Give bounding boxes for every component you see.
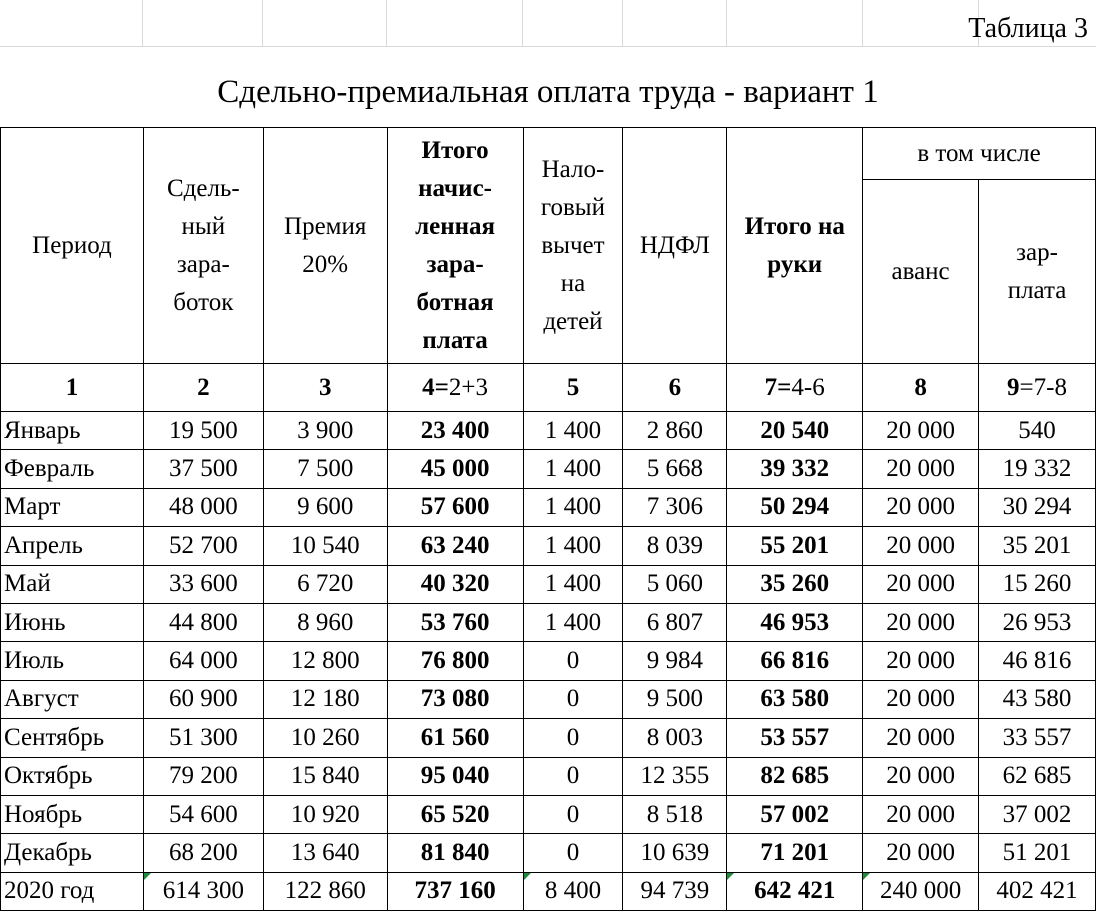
- cell-value: 57 002: [760, 800, 830, 828]
- cell-advance[interactable]: [863, 872, 979, 910]
- cell-net-pay[interactable]: [727, 834, 863, 872]
- table-row: [1, 680, 1096, 718]
- cell-tax-deduction[interactable]: [523, 872, 623, 910]
- cell-value: 20 000: [886, 647, 955, 675]
- cell-value: 1 400: [544, 570, 602, 598]
- cell-value: 240 000: [879, 877, 962, 905]
- cell-value: 81 840: [420, 838, 490, 866]
- cell-value: 95 040: [420, 762, 490, 790]
- cell-value: 63 580: [760, 685, 830, 713]
- table-row: [1, 412, 1096, 450]
- cell-total-accrued[interactable]: [387, 872, 523, 910]
- cell-value: 20 540: [760, 416, 830, 444]
- cell-period[interactable]: [1, 527, 144, 565]
- cell-period[interactable]: [1, 719, 144, 757]
- cell-value: 9 600: [297, 493, 354, 521]
- cell-advance[interactable]: [863, 795, 979, 833]
- cell-value: 73 080: [420, 685, 490, 713]
- cell-value: 20 000: [886, 570, 955, 598]
- cell-value: 8 960: [297, 608, 354, 636]
- cell-value: 1 400: [544, 416, 602, 444]
- cell-net-pay[interactable]: [727, 565, 863, 603]
- cell-ndfl[interactable]: [623, 719, 727, 757]
- cell-total-accrued[interactable]: [387, 450, 523, 488]
- cell-tax-deduction[interactable]: [523, 450, 623, 488]
- cell-net-pay[interactable]: [727, 719, 863, 757]
- cell-value: 6 720: [297, 570, 354, 598]
- cell-ndfl[interactable]: [623, 412, 727, 450]
- cell-salary[interactable]: [979, 795, 1096, 833]
- cell-tax-deduction[interactable]: [523, 795, 623, 833]
- cell-value: Февраль: [4, 455, 95, 483]
- cell-tax-deduction[interactable]: [523, 488, 623, 526]
- header-net-pay[interactable]: Итого на руки: [727, 128, 863, 364]
- cell-piece-earnings[interactable]: [143, 412, 263, 450]
- cell-period[interactable]: [1, 412, 144, 450]
- cell-salary[interactable]: [979, 642, 1096, 680]
- cell-value: 53 557: [760, 723, 830, 751]
- cell-value: Сентябрь: [4, 723, 105, 751]
- cell-value: 71 201: [760, 838, 830, 866]
- cell-net-pay[interactable]: [727, 680, 863, 718]
- cell-net-pay[interactable]: [727, 757, 863, 795]
- colnum-cell[interactable]: 8: [863, 364, 979, 412]
- cell-advance[interactable]: [863, 450, 979, 488]
- cell-period[interactable]: [1, 565, 144, 603]
- formula-warning-icon: [727, 873, 734, 880]
- cell-period[interactable]: [1, 757, 144, 795]
- cell-ndfl[interactable]: [623, 757, 727, 795]
- cell-period[interactable]: [1, 795, 144, 833]
- cell-bonus[interactable]: [263, 719, 387, 757]
- cell-net-pay[interactable]: [727, 872, 863, 910]
- cell-period[interactable]: [1, 872, 144, 910]
- cell-value: 45 000: [420, 455, 490, 483]
- cell-value: 20 000: [886, 531, 955, 559]
- cell-advance[interactable]: [863, 757, 979, 795]
- cell-total-accrued[interactable]: [387, 795, 523, 833]
- cell-value: 43 580: [1002, 685, 1072, 713]
- cell-salary[interactable]: [979, 719, 1096, 757]
- cell-salary[interactable]: [979, 834, 1096, 872]
- cell-value: 8 518: [646, 800, 703, 828]
- cell-value: 35 201: [1002, 531, 1072, 559]
- cell-total-accrued[interactable]: [387, 603, 523, 641]
- cell-piece-earnings[interactable]: [143, 719, 263, 757]
- cell-salary[interactable]: [979, 757, 1096, 795]
- cell-ndfl[interactable]: [623, 642, 727, 680]
- colnum-cell[interactable]: 2: [143, 364, 263, 412]
- cell-value: 50 294: [760, 493, 830, 521]
- cell-total-accrued[interactable]: [387, 834, 523, 872]
- cell-net-pay[interactable]: [727, 642, 863, 680]
- header-salary[interactable]: зар- плата: [979, 180, 1096, 364]
- cell-value: 402 421: [996, 877, 1078, 905]
- cell-bonus[interactable]: [263, 757, 387, 795]
- cell-value: 44 800: [168, 608, 238, 636]
- cell-value: 51 300: [168, 723, 238, 751]
- cell-value: 614 300: [162, 877, 244, 905]
- cell-ndfl[interactable]: [623, 795, 727, 833]
- row-divider: [0, 46, 1096, 47]
- cell-value: Октябрь: [4, 762, 93, 790]
- cell-salary[interactable]: [979, 872, 1096, 910]
- cell-value: 10 639: [640, 838, 710, 866]
- cell-net-pay[interactable]: [727, 412, 863, 450]
- cell-piece-earnings[interactable]: [143, 527, 263, 565]
- cell-value: 54 600: [168, 800, 238, 828]
- cell-salary[interactable]: [979, 450, 1096, 488]
- cell-value: 20 000: [886, 416, 955, 444]
- cell-value: 20 000: [886, 493, 955, 521]
- cell-value: 82 685: [760, 762, 830, 790]
- colnum-cell[interactable]: 5: [523, 364, 623, 412]
- cell-value: 122 860: [284, 877, 366, 905]
- cell-value: 20 000: [886, 608, 955, 636]
- cell-value: 540: [1018, 416, 1056, 444]
- cell-piece-earnings[interactable]: [143, 680, 263, 718]
- cell-bonus[interactable]: [263, 488, 387, 526]
- header-ndfl[interactable]: НДФЛ: [623, 128, 727, 364]
- cell-value: 1 400: [544, 531, 602, 559]
- cell-tax-deduction[interactable]: [523, 642, 623, 680]
- cell-value: 6 807: [646, 608, 703, 636]
- cell-advance[interactable]: [863, 565, 979, 603]
- cell-value: 37 500: [168, 455, 238, 483]
- cell-ndfl[interactable]: [623, 603, 727, 641]
- cell-value: 76 800: [420, 647, 490, 675]
- cell-value: Январь: [4, 416, 81, 444]
- cell-ndfl[interactable]: [623, 450, 727, 488]
- cell-value: 3 900: [297, 416, 354, 444]
- cell-value: 26 953: [1002, 608, 1072, 636]
- total-row: [1, 872, 1096, 910]
- cell-total-accrued[interactable]: [387, 412, 523, 450]
- cell-tax-deduction[interactable]: [523, 680, 623, 718]
- cell-period[interactable]: [1, 450, 144, 488]
- cell-value: 10 920: [290, 800, 360, 828]
- cell-bonus[interactable]: [263, 680, 387, 718]
- cell-value: 5 060: [646, 570, 703, 598]
- table-row: [1, 527, 1096, 565]
- cell-bonus[interactable]: [263, 565, 387, 603]
- cell-piece-earnings[interactable]: [143, 603, 263, 641]
- formula-warning-icon: [863, 873, 870, 880]
- cell-value: 1 400: [544, 455, 602, 483]
- cell-value: 65 520: [420, 800, 490, 828]
- cell-bonus[interactable]: [263, 527, 387, 565]
- table-row: [1, 450, 1096, 488]
- cell-value: 61 560: [420, 723, 490, 751]
- cell-tax-deduction[interactable]: [523, 719, 623, 757]
- colnum-cell[interactable]: 7=4-6: [727, 364, 863, 412]
- wage-table: [0, 127, 1096, 911]
- cell-value: 1 400: [544, 493, 602, 521]
- cell-value: 12 800: [290, 647, 360, 675]
- cell-value: Декабрь: [4, 838, 92, 866]
- cell-value: 79 200: [168, 762, 238, 790]
- cell-value: 8 003: [646, 723, 703, 751]
- cell-value: Ноябрь: [4, 800, 83, 828]
- cell-value: 52 700: [168, 531, 238, 559]
- cell-tax-deduction[interactable]: [523, 565, 623, 603]
- cell-piece-earnings[interactable]: [143, 757, 263, 795]
- cell-total-accrued[interactable]: [387, 565, 523, 603]
- cell-ndfl[interactable]: [623, 565, 727, 603]
- cell-value: 64 000: [168, 647, 238, 675]
- cell-value: 30 294: [1002, 493, 1072, 521]
- cell-value: Апрель: [4, 531, 83, 559]
- cell-tax-deduction[interactable]: [523, 603, 623, 641]
- cell-total-accrued[interactable]: [387, 488, 523, 526]
- cell-advance[interactable]: [863, 719, 979, 757]
- cell-total-accrued[interactable]: [387, 719, 523, 757]
- cell-net-pay[interactable]: [727, 488, 863, 526]
- header-period[interactable]: Период: [1, 128, 144, 364]
- table-row: [1, 757, 1096, 795]
- table-row: [1, 488, 1096, 526]
- cell-period[interactable]: [1, 680, 144, 718]
- cell-value: 35 260: [760, 570, 830, 598]
- cell-value: 0: [566, 723, 580, 751]
- table-caption: Таблица 3: [968, 13, 1088, 44]
- cell-piece-earnings[interactable]: [143, 450, 263, 488]
- header-bonus[interactable]: Премия 20%: [263, 128, 387, 364]
- header-piece-earnings[interactable]: Сдель- ный зара- боток: [143, 128, 263, 364]
- cell-value: Июль: [4, 647, 64, 675]
- cell-net-pay[interactable]: [727, 603, 863, 641]
- formula-warning-icon: [144, 873, 151, 880]
- cell-net-pay[interactable]: [727, 527, 863, 565]
- cell-ndfl[interactable]: [623, 527, 727, 565]
- cell-value: 60 900: [168, 685, 238, 713]
- cell-value: 0: [566, 800, 580, 828]
- cell-total-accrued[interactable]: [387, 757, 523, 795]
- cell-advance[interactable]: [863, 527, 979, 565]
- table-row: [1, 603, 1096, 641]
- cell-advance[interactable]: [863, 603, 979, 641]
- cell-value: Май: [4, 570, 51, 598]
- cell-piece-earnings[interactable]: [143, 642, 263, 680]
- cell-value: 20 000: [886, 455, 955, 483]
- cell-ndfl[interactable]: [623, 680, 727, 718]
- cell-advance[interactable]: [863, 834, 979, 872]
- cell-bonus[interactable]: [263, 795, 387, 833]
- cell-value: 39 332: [760, 455, 830, 483]
- cell-piece-earnings[interactable]: [143, 834, 263, 872]
- cell-value: 7 306: [646, 493, 703, 521]
- table-row: [1, 719, 1096, 757]
- cell-advance[interactable]: [863, 488, 979, 526]
- cell-period[interactable]: [1, 603, 144, 641]
- cell-value: 19 500: [168, 416, 238, 444]
- cell-value: 13 640: [290, 838, 360, 866]
- cell-salary[interactable]: [979, 488, 1096, 526]
- cell-value: 51 201: [1002, 838, 1072, 866]
- cell-bonus[interactable]: [263, 412, 387, 450]
- header-tax-deduction[interactable]: Нало- говый вычет на детей: [523, 128, 623, 364]
- cell-value: Март: [4, 493, 61, 521]
- cell-value: 5 668: [646, 455, 703, 483]
- cell-ndfl[interactable]: [623, 834, 727, 872]
- cell-ndfl[interactable]: [623, 872, 727, 910]
- column-number-row: [1, 364, 1096, 412]
- cell-total-accrued[interactable]: [387, 680, 523, 718]
- cell-salary[interactable]: [979, 565, 1096, 603]
- cell-value: 2 860: [646, 416, 703, 444]
- cell-net-pay[interactable]: [727, 450, 863, 488]
- cell-value: 63 240: [420, 531, 490, 559]
- cell-tax-deduction[interactable]: [523, 757, 623, 795]
- cell-value: 68 200: [168, 838, 238, 866]
- cell-advance[interactable]: [863, 680, 979, 718]
- cell-value: 1 400: [544, 608, 602, 636]
- cell-piece-earnings[interactable]: [143, 488, 263, 526]
- cell-value: 0: [566, 647, 580, 675]
- cell-value: 7 500: [297, 455, 354, 483]
- cell-bonus[interactable]: [263, 834, 387, 872]
- cell-value: 12 355: [640, 762, 710, 790]
- header-total-accrued[interactable]: Итого начис- ленная зара- ботная плата: [387, 128, 523, 364]
- cell-value: 20 000: [886, 800, 955, 828]
- cell-value: 8 400: [544, 877, 602, 905]
- cell-value: 20 000: [886, 838, 955, 866]
- colnum-cell[interactable]: 3: [263, 364, 387, 412]
- cell-value: 9 984: [646, 647, 703, 675]
- cell-value: 15 840: [290, 762, 360, 790]
- cell-salary[interactable]: [979, 603, 1096, 641]
- cell-value: 20 000: [886, 685, 955, 713]
- cell-bonus[interactable]: [263, 872, 387, 910]
- cell-value: 55 201: [760, 531, 830, 559]
- cell-advance[interactable]: [863, 642, 979, 680]
- cell-salary[interactable]: [979, 527, 1096, 565]
- cell-value: Август: [4, 685, 79, 713]
- cell-value: 9 500: [646, 685, 703, 713]
- cell-bonus[interactable]: [263, 603, 387, 641]
- cell-value: 62 685: [1002, 762, 1072, 790]
- colnum-cell[interactable]: 1: [1, 364, 144, 412]
- table-row: [1, 834, 1096, 872]
- cell-value: 40 320: [420, 570, 490, 598]
- cell-value: 10 260: [290, 723, 360, 751]
- cell-salary[interactable]: [979, 680, 1096, 718]
- cell-value: 37 002: [1002, 800, 1072, 828]
- cell-value: 46 816: [1002, 647, 1072, 675]
- cell-value: 0: [566, 685, 580, 713]
- cell-value: 737 160: [414, 877, 496, 905]
- table-row: [1, 795, 1096, 833]
- cell-value: 94 739: [640, 877, 710, 905]
- cell-value: 20 000: [886, 723, 955, 751]
- cell-value: 8 039: [646, 531, 703, 559]
- cell-value: 48 000: [168, 493, 238, 521]
- cell-value: 12 180: [290, 685, 360, 713]
- cell-value: 53 760: [420, 608, 490, 636]
- cell-value: 642 421: [754, 877, 836, 905]
- table-row: [1, 565, 1096, 603]
- cell-period[interactable]: [1, 834, 144, 872]
- cell-period[interactable]: [1, 488, 144, 526]
- cell-advance[interactable]: [863, 412, 979, 450]
- cell-piece-earnings[interactable]: [143, 565, 263, 603]
- cell-value: 0: [566, 838, 580, 866]
- colnum-cell[interactable]: 9=7-8: [979, 364, 1096, 412]
- cell-total-accrued[interactable]: [387, 527, 523, 565]
- colnum-cell[interactable]: 4=2+3: [387, 364, 523, 412]
- cell-value: 57 600: [420, 493, 490, 521]
- cell-value: 33 600: [168, 570, 238, 598]
- cell-value: 66 816: [760, 647, 830, 675]
- cell-bonus[interactable]: [263, 642, 387, 680]
- cell-net-pay[interactable]: [727, 795, 863, 833]
- cell-salary[interactable]: [979, 412, 1096, 450]
- cell-value: 46 953: [760, 608, 830, 636]
- cell-value: 2020 год: [4, 877, 95, 905]
- table-row: [1, 642, 1096, 680]
- cell-value: 15 260: [1002, 570, 1072, 598]
- cell-piece-earnings[interactable]: [143, 872, 263, 910]
- header-advance[interactable]: аванс: [863, 180, 979, 364]
- colnum-cell[interactable]: 6: [623, 364, 727, 412]
- cell-ndfl[interactable]: [623, 488, 727, 526]
- cell-bonus[interactable]: [263, 450, 387, 488]
- cell-value: 23 400: [420, 416, 490, 444]
- cell-value: 10 540: [290, 531, 360, 559]
- cell-value: 19 332: [1002, 455, 1072, 483]
- table-title: Сдельно-премиальная оплата труда - вариант 1: [217, 74, 879, 110]
- cell-value: 20 000: [886, 762, 955, 790]
- cell-value: 33 557: [1002, 723, 1072, 751]
- table-body: [1, 412, 1096, 911]
- cell-tax-deduction[interactable]: [523, 412, 623, 450]
- cell-value: Июнь: [4, 608, 66, 636]
- cell-total-accrued[interactable]: [387, 642, 523, 680]
- formula-warning-icon: [524, 873, 531, 880]
- sheet-gridlines: [0, 0, 1096, 46]
- cell-period[interactable]: [1, 642, 144, 680]
- cell-piece-earnings[interactable]: [143, 795, 263, 833]
- cell-tax-deduction[interactable]: [523, 527, 623, 565]
- cell-value: 0: [566, 762, 580, 790]
- cell-tax-deduction[interactable]: [523, 834, 623, 872]
- header-including[interactable]: в том числе: [863, 128, 1096, 180]
